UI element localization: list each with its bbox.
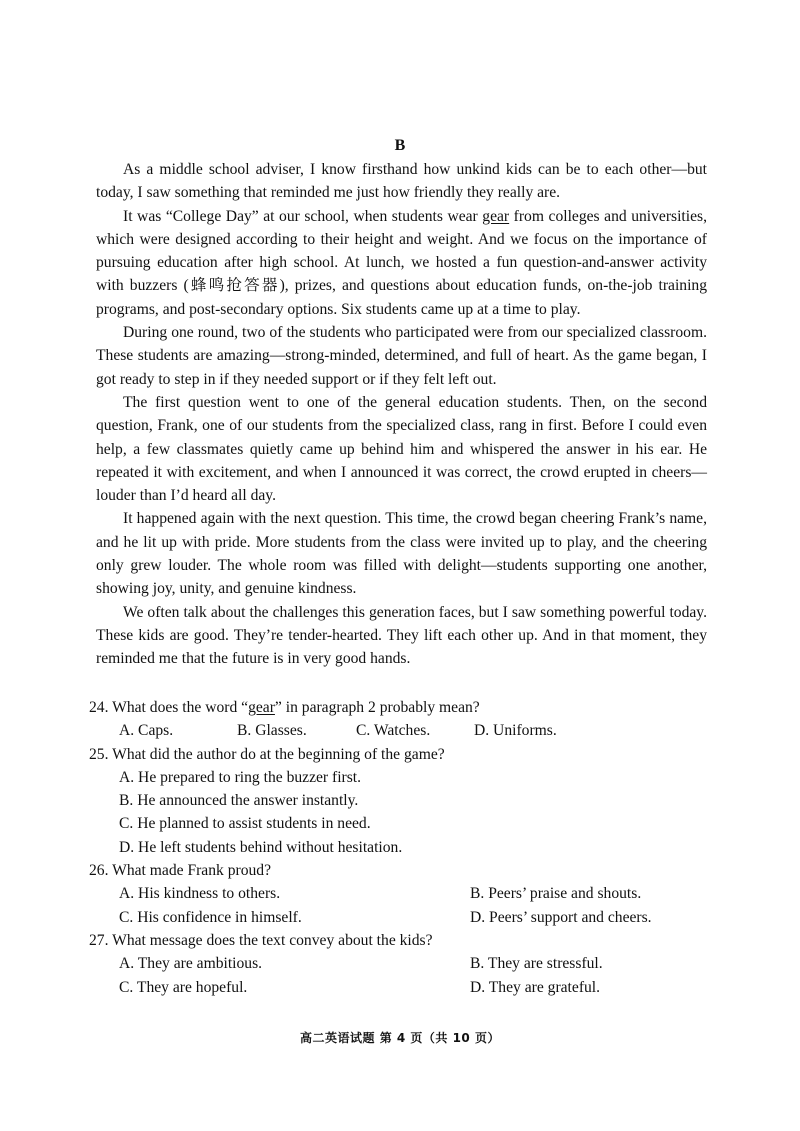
passage-paragraph-6: We often talk about the challenges this generation faces, but I saw something powerful today. These kids are good. They’re tender-hearted. They lift each other up. And in that moment, they reminded me that the future is in very good hands. [96,603,707,668]
reading-passage [96,158,707,671]
option-a: A. His kindness to others. [119,885,281,903]
option-c: C. He planned to assist students in need. [119,815,371,833]
option-a: A. He prepared to ring the buzzer first. [119,768,362,786]
option-b: B. They are stressful. [470,955,603,973]
option-c: C. Watches. [356,722,431,740]
underlined-word: gear [248,699,275,716]
option-d: D. Uniforms. [474,722,557,740]
question-stem [89,696,709,719]
section-heading: B [394,137,406,154]
passage-paragraph-5: It happened again with the next question. This time, the crowd began cheering Frank’s name, and he lit up with pride. More students from the class were invited up to play, and the cheering only grew louder. The whole room was filled with delight—students supporting one another, showing joy, unity, and genuine kindness. [96,510,707,598]
question-25 [89,743,709,859]
underlined-word: gear [482,207,510,225]
option-row [89,719,709,742]
option-row [89,976,709,999]
option-d: D. They are grateful. [470,978,601,996]
option-a: A. Caps. [119,722,174,740]
option-b: B. Glasses. [237,722,307,740]
stem-text: ” in paragraph 2 probably mean? [274,699,480,716]
question-27 [89,929,709,999]
passage-paragraph-1: As a middle school adviser, I know firsthand how unkind kids can be to each other—but today, I saw something that reminded me just how friendly they really are. [96,161,707,202]
option-c: C. His confidence in himself. [119,908,302,926]
option-b: B. He announced the answer instantly. [119,792,359,810]
question-24 [89,696,709,743]
question-stem: 26. What made Frank proud? [89,862,272,880]
passage-paragraph-2 [96,205,707,321]
option-row [89,882,709,905]
question-list [89,696,709,999]
passage-paragraph-3: During one round, two of the students who participated were from our specialized classroom. These students are amazing—strong-minded, determined, and full of heart. As the game began, I got ready to step in if they needed support or if they felt left out. [96,324,707,388]
passage-paragraph-4: The first question went to one of the general education students. Then, on the second question, Frank, one of our students from the specialized class, rang in first. Before I could even help, a few classmates quietly came up behind him and whispered the answer in his ear. He repeated it with excitement, and when I announced it was correct, the crowd erupted in cheers—louder than I’d heard all day. [96,393,707,505]
question-stem: 25. What did the author do at the beginning of the game? [89,745,445,763]
option-row [89,952,709,975]
paragraph-text: It was “College Day” at our school, when students wear [123,207,483,225]
option-c: C. They are hopeful. [119,978,248,996]
stem-text: 24. What does the word “ [89,699,249,716]
option-b: B. Peers’ praise and shouts. [470,885,642,903]
option-d: D. He left students behind without hesitation. [119,838,403,856]
option-d: D. Peers’ support and cheers. [470,908,652,926]
paragraph-text: from colleges and universities, which were designed according to their height and weight. And we focus on the importance of pursuing education after high school. At lunch, we hosted a fun question-and-answer activity with buzzers (蜂鸣抢答器), prizes, and questions about education funds, on-the-job training programs, and post-secondary options. Six students came up at a time to play. [96,207,707,318]
option-a: A. They are ambitious. [119,955,263,973]
question-26 [89,859,709,929]
option-row [89,906,709,929]
question-stem: 27. What message does the text convey about the kids? [89,931,433,949]
page-footer: 高二英语试题 第 4 页（共 10 页） [300,1031,500,1045]
